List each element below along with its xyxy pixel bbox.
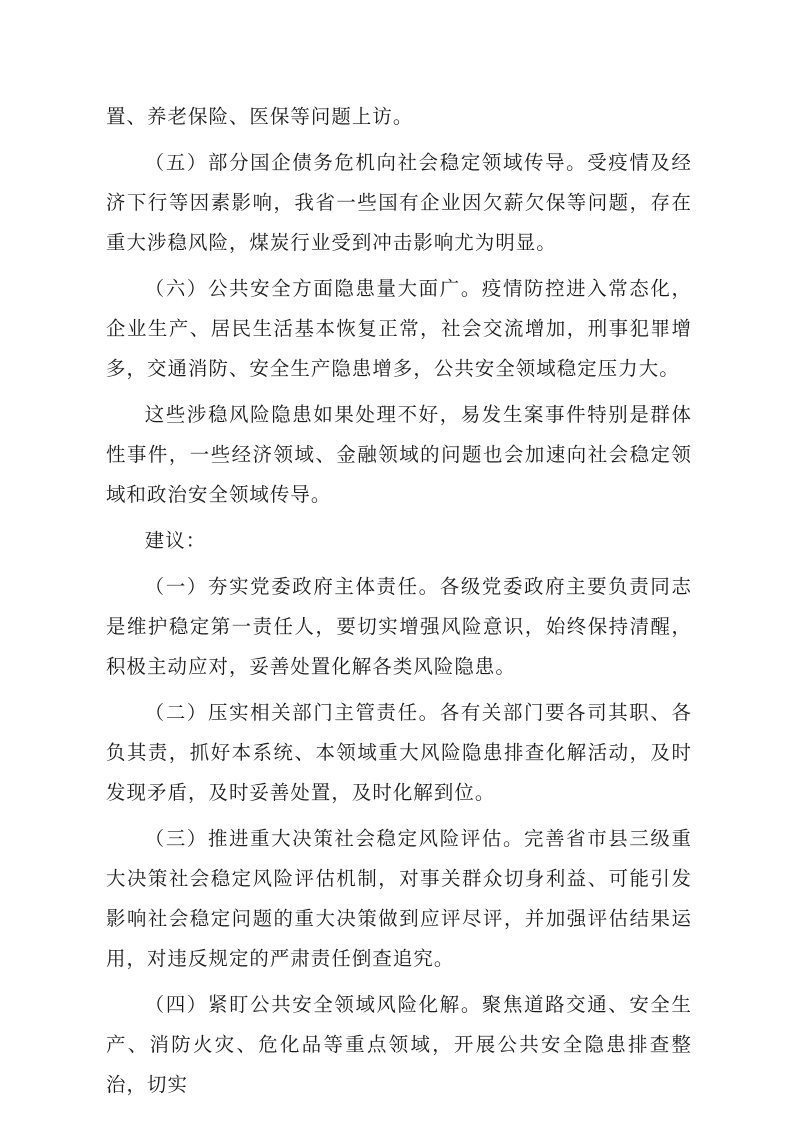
paragraph-item-six: （六）公共安全方面隐患量大面广。疫情防控进入常态化，企业生产、居民生活基本恢复正常，社会交流增加，刑事犯罪增多，交通消防、安全生产隐患增多，公共安全领域稳定压力大。 (106, 277, 692, 380)
suggestion-three: （三）推进重大决策社会稳定风险评估。完善省市县三级重大决策社会稳定风险评估机制，对事关群众切身利益、可能引发影响社会稳定问题的重大决策做到应评尽评，并加强评估结果运用，对违反规定的严肃责任倒查追究。 (106, 827, 692, 970)
suggestion-one: （一）夯实党委政府主体责任。各级党委政府主要负责同志是维护稳定第一责任人，要切实增强风险意识，始终保持清醒，积极主动应对，妥善处置化解各类风险隐患。 (106, 575, 692, 678)
suggestions-heading: 建议： (144, 529, 207, 552)
paragraph-item-five: （五）部分国企债务危机向社会稳定领域传导。受疫情及经济下行等因素影响，我省一些国有企业因欠薪欠保等问题，存在重大涉稳风险，煤炭行业受到冲击影响尤为明显。 (106, 151, 692, 254)
suggestion-four: （四）紧盯公共安全领域风险化解。聚焦道路交通、安全生产、消防火灾、危化品等重点领域，开展公共安全隐患排查整治，切实 (106, 993, 692, 1096)
suggestion-two: （二）压实相关部门主管责任。各有关部门要各司其职、各负其责，抓好本系统、本领域重大风险隐患排查化解活动，及时发现矛盾，及时妥善处置，及时化解到位。 (106, 701, 692, 804)
paragraph-summary: 这些涉稳风险隐患如果处理不好，易发生案事件特别是群体性事件，一些经济领域、金融领域的问题也会加速向社会稳定领域和政治安全领域传导。 (106, 403, 692, 506)
paragraph-continuation: 置、养老保险、医保等问题上访。 (106, 105, 414, 128)
document-body (106, 97, 692, 1111)
